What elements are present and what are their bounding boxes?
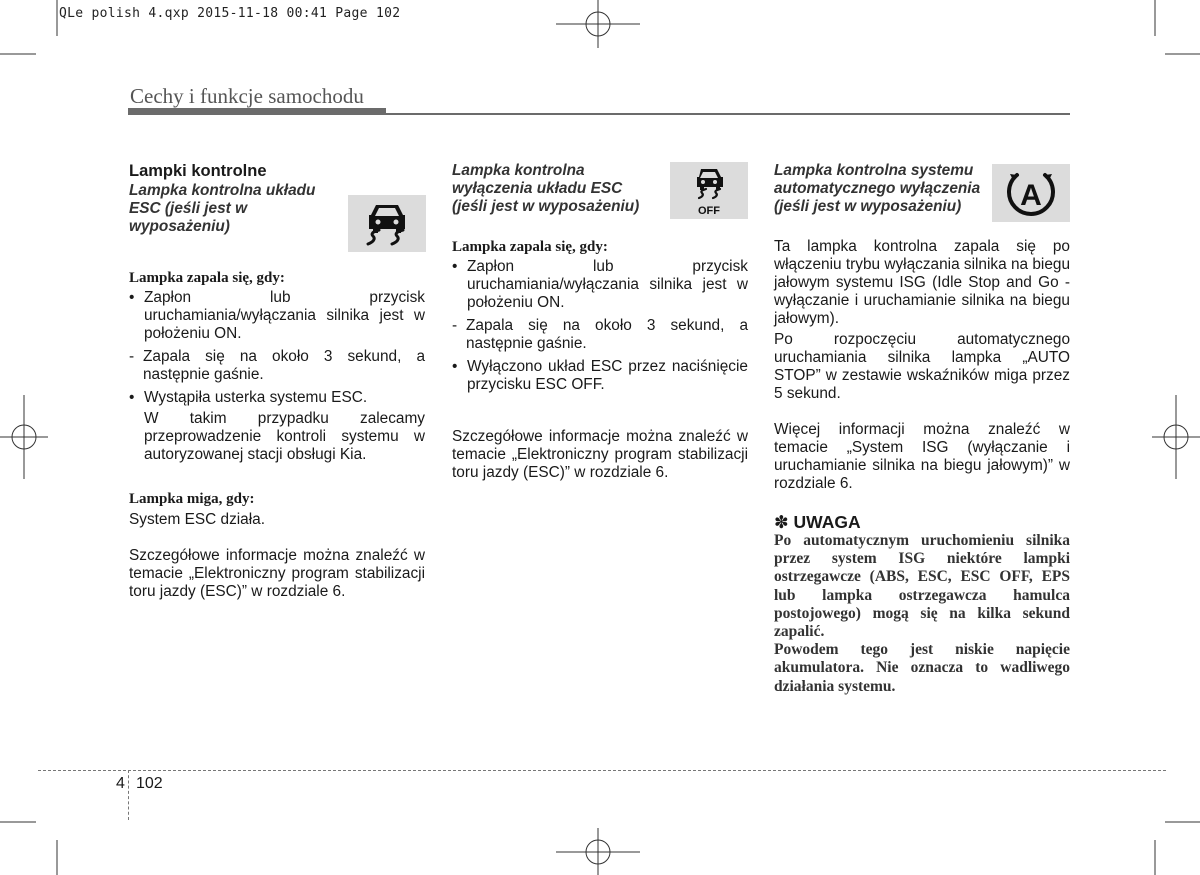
- dash-item: - Zapala się na około 3 sekund, a następnie gaśnie.: [452, 317, 748, 352]
- chapter-title: Cechy i funkcje samochodu: [130, 84, 364, 108]
- note-paragraph-1: Po automatycznym uruchomieniu silnika przez system ISG niektóre lampki ostrzegawcze (ABS, ESC, ESC OFF, EPS lub lampka ostrzegawcza hamulca postojowego) mogą się na kilka sekund zapalić.: [774, 532, 1070, 641]
- auto-stop-more-info: Więcej informacji można znaleźć w temacie „System ISG (wyłączanie i uruchamianie silnika na biegu jałowym)” w rozdziale 6.: [774, 421, 1070, 492]
- bullet-ignition: • Zapłon lub przycisk uruchamiania/wyłączania silnika jest w położeniu ON.: [452, 258, 748, 312]
- chapter-number: 4: [116, 775, 125, 792]
- esc-skid-icon: [348, 195, 426, 252]
- esc-indicator-icon-box: [348, 195, 426, 252]
- auto-stop-para-2: Po rozpoczęciu automatycznego uruchamiania silnika lampka „AUTO STOP” w zestawie wskaźników miga przez 5 sekund.: [774, 331, 1070, 402]
- more-info-text: Szczegółowe informacje można znaleźć w temacie „Elektroniczny program stabilizacji toru jazdy (ESC)” w rozdziale 6.: [452, 428, 748, 481]
- more-info-text: Szczegółowe informacje można znaleźć w temacie „Elektroniczny program stabilizacji toru jazdy (ESC)” w rozdziale 6.: [129, 547, 425, 600]
- bullet-ignition: • Zapłon lub przycisk uruchamiania/wyłączania silnika jest w położeniu ON.: [129, 289, 425, 343]
- column-3: [774, 162, 1070, 696]
- auto-stop-icon: [992, 164, 1070, 222]
- bullet-esc-off-pressed: • Wyłączono układ ESC przez naciśnięcie przycisku ESC OFF.: [452, 358, 748, 394]
- esc-indicator-subheading: Lampka kontrolna układu ESC (jeśli jest w wyposażeniu): [129, 182, 316, 235]
- dash-item: - Zapala się na około 3 sekund, a następnie gaśnie.: [129, 348, 425, 383]
- auto-stop-icon-letter: A: [1020, 179, 1042, 212]
- esc-fault-detail: W takim przypadku zalecamy przeprowadzenie kontroli systemu w autoryzowanej stacji obsługi Kia.: [144, 410, 425, 463]
- footer-divider: [128, 770, 129, 820]
- on-condition-label: Lampka zapala się, gdy:: [129, 270, 285, 286]
- auto-stop-indicator-subheading: Lampka kontrolna systemu automatycznego wyłączenia (jeśli jest w wyposażeniu): [774, 162, 981, 215]
- esc-off-indicator-subheading: Lampka kontrolna wyłączenia układu ESC (jeśli jest w wyposażeniu): [452, 162, 640, 215]
- on-condition-label: Lampka zapala się, gdy:: [452, 239, 608, 255]
- title-underline-thin: [386, 113, 1070, 115]
- file-slug: QLe polish 4.qxp 2015-11-18 00:41 Page 102: [59, 6, 401, 21]
- auto-stop-para-1: Ta lampka kontrolna zapala się po włączeniu trybu wyłączania silnika na biegu jałowym systemu ISG (Idle Stop and Go - wyłączanie i uruchamianie silnika na biegu jałowym).: [774, 238, 1070, 327]
- footer-rule: [38, 770, 1166, 771]
- page-number: 102: [136, 775, 163, 792]
- esc-off-indicator-icon-box: [670, 162, 748, 219]
- blink-condition-text: System ESC działa.: [129, 511, 265, 528]
- esc-off-icon: [670, 162, 748, 219]
- bullet-esc-fault: • Wystąpiła usterka systemu ESC.: [129, 389, 425, 407]
- blink-condition-label: Lampka miga, gdy:: [129, 491, 255, 507]
- esc-off-icon-label: OFF: [698, 205, 720, 217]
- note-paragraph-2: Powodem tego jest niskie napięcie akumulatora. Nie oznacza to wadliwego działania systemu.: [774, 641, 1070, 695]
- title-underline-thick: [128, 108, 386, 115]
- note-title: ✽ UWAGA: [774, 512, 861, 532]
- auto-stop-indicator-icon-box: [992, 164, 1070, 222]
- section-heading: Lampki kontrolne: [129, 162, 267, 180]
